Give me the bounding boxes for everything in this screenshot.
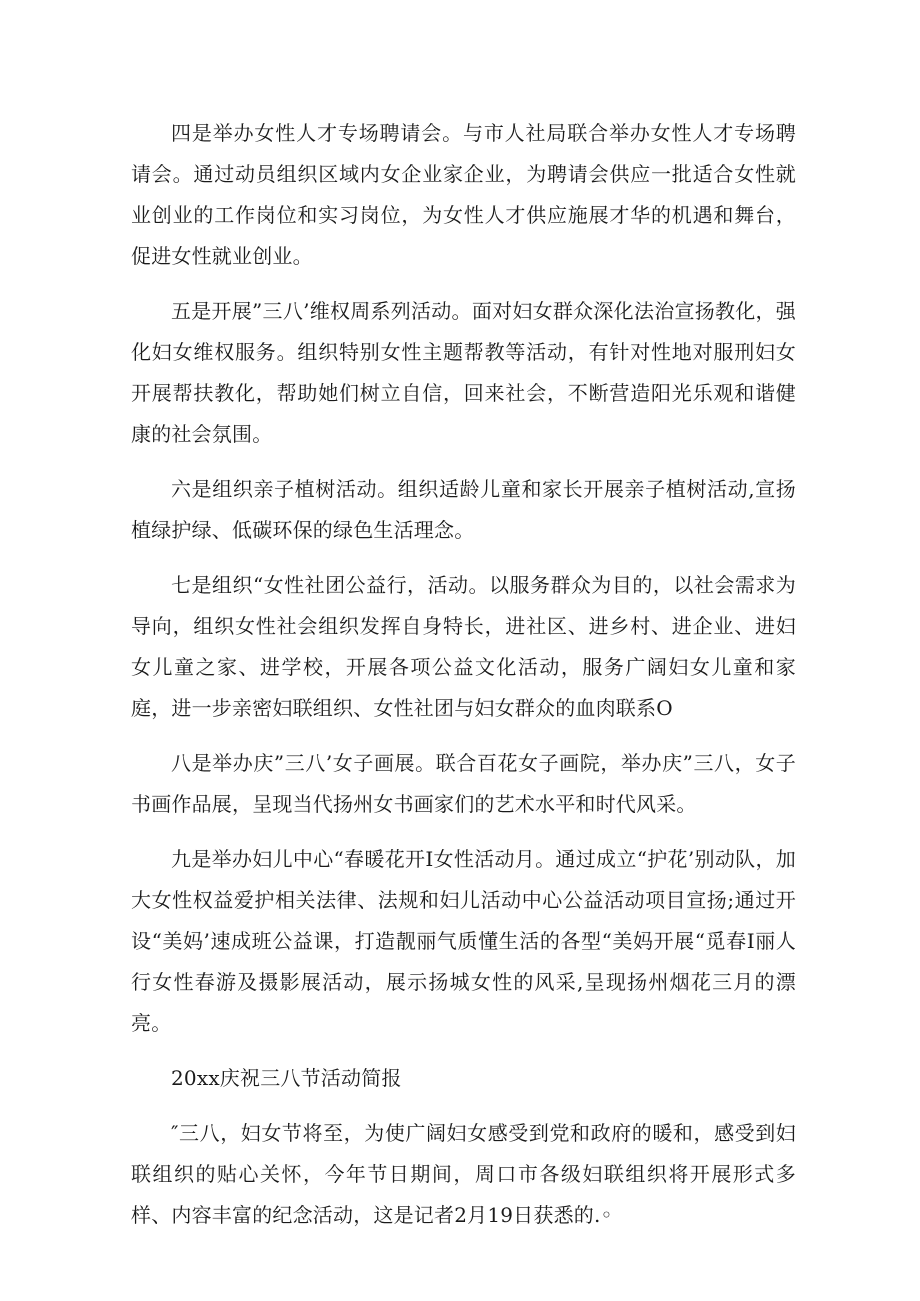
paragraph-briefing-intro: ″三八，妇女节将至，为使广阔妇女感受到党和政府的暖和，感受到妇联组织的贴心关怀，今年节日期间，周口市各级妇联组织将开展形式多样、内容丰富的纪念活动，这是记者2月19日获悉的.◦ [131,1121,796,1227]
document-body [131,113,796,1250]
paragraph-rights-week: 五是开展”三八’维权周系列活动。面对妇女群众深化法治宣扬教化，强化妇女维权服务。组织特别女性主题帮教等活动，有针对性地对服刑妇女开展帮扶教化，帮助她们树立自信，回来社会，不断营造阳光乐观和谐健康的社会氛围。 [131,299,796,446]
section-heading: 20xx庆祝三八节活动简报 [171,1066,402,1090]
paragraph-activity-month: 九是举办妇儿中心“春暖花开I女性活动月。通过成立“护花’别动队，加大女性权益爱护相关法律、法规和妇儿活动中心公益活动项目宣扬;通过开设“美妈’速成班公益课，打造靓丽气质懂生活的各型“美妈开展“觅春I丽人行女性春游及摄影展活动，展示扬城女性的风采,呈现扬州烟花三月的漂亮。 [131,847,796,1035]
paragraph-public-welfare: 七是组织“女性社团公益行，活动。以服务群众为目的，以社会需求为导向，组织女性社会组织发挥自身特长，进社区、进乡村、进企业、进妇女儿童之家、进学校，开展各项公益文化活动，服务广阔妇女儿童和家庭，进一步亲密妇联组织、女性社团与妇女群众的血肉联系O [131,573,796,720]
paragraph-talent-job-fair: 四是举办女性人才专场聘请会。与市人社局联合举办女性人才专场聘请会。通过动员组织区域内女企业家企业，为聘请会供应一批适合女性就业创业的工作岗位和实习岗位，为女性人才供应施展才华的机遇和舞台，促进女性就业创业。 [131,121,796,268]
paragraph-art-exhibition: 八是举办庆”三八’女子画展。联合百花女子画院，举办庆”三八，女子书画作品展，呈现当代扬州女书画家们的艺术水平和时代风采。 [131,751,796,816]
paragraph-tree-planting: 六是组织亲子植树活动。组织适龄儿童和家长开展亲子植树活动,宣扬植绿护绿、低碳环保的绿色生活理念。 [131,477,796,542]
